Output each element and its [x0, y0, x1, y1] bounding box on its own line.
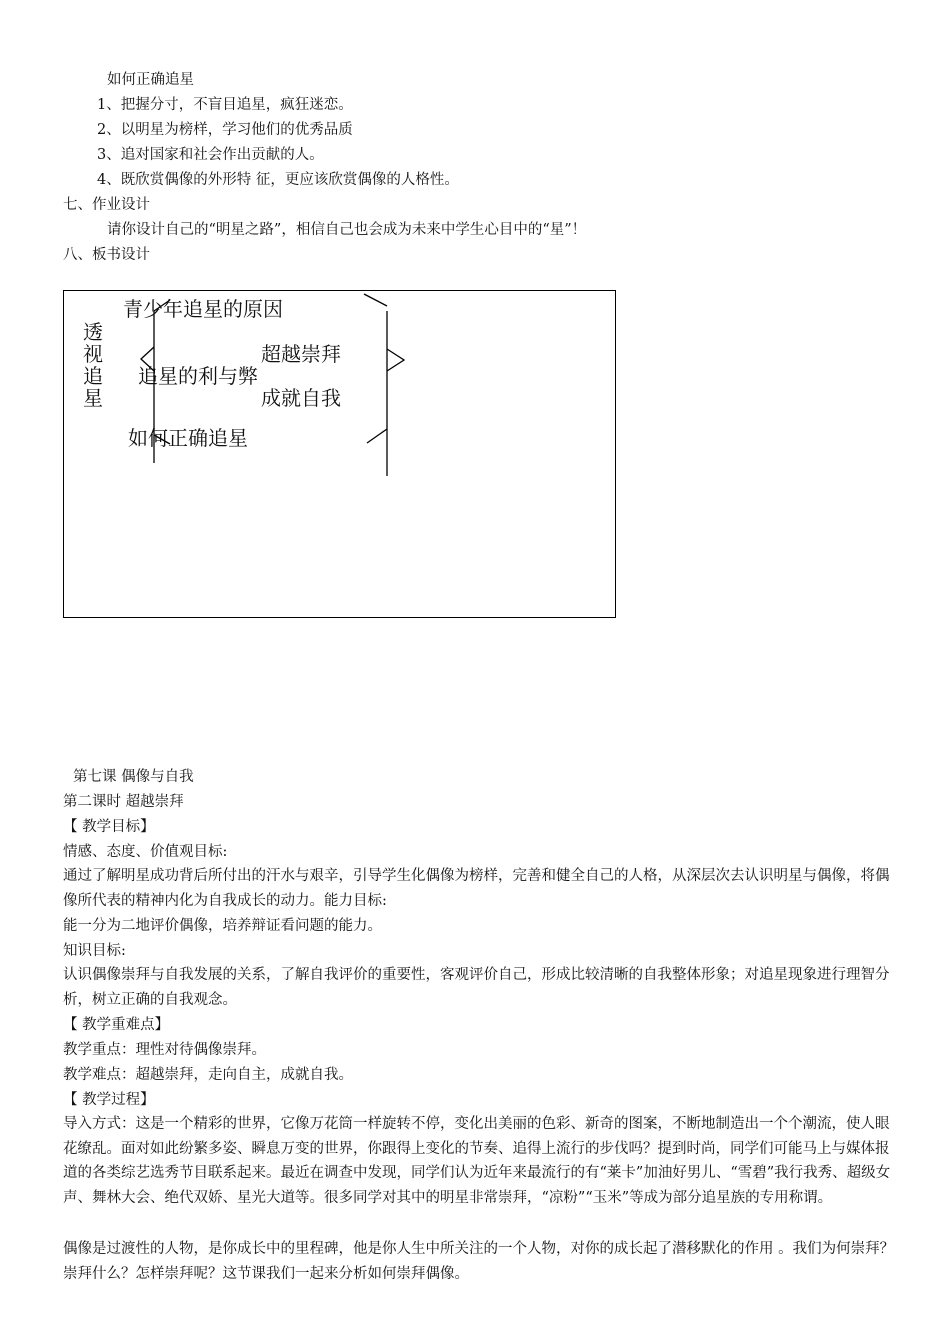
key-point-text: 教学重点：理性对待偶像崇拜。 — [63, 1042, 266, 1058]
list-item: 3、追对国家和社会作出贡献的人。 — [97, 147, 324, 163]
board-reasons: 青少年追星的原因 — [123, 297, 283, 321]
lesson-title: 第七课 偶像与自我 — [73, 769, 194, 785]
list-item: 1、把握分寸，不盲目追星，疯狂迷恋。 — [97, 97, 353, 113]
knowledge-goal-heading: 知识目标: — [63, 943, 126, 959]
board-brackets — [64, 291, 617, 619]
section-homework-heading: 七、作业设计 — [63, 197, 150, 213]
key-points-heading: 【 教学重难点】 — [63, 1017, 170, 1033]
emotion-goal-text: 通过了解明星成功背后所付出的汗水与艰辛，引导学生化偶像为榜样，完善和健全自己的人格，从深层次去认识明星与偶像，将偶像所代表的精神内化为自我成长的动力。能力目标: — [63, 868, 890, 909]
board-beyond-worship: 超越崇拜 — [261, 342, 341, 366]
homework-text: 请你设计自己的“明星之路”，相信自己也会成为未来中学生心目中的“星”！ — [107, 222, 587, 238]
lesson-period: 第二课时 超越崇拜 — [63, 794, 184, 810]
board-design-box — [63, 290, 616, 618]
section-board-heading: 八、板书设计 — [63, 247, 150, 263]
emotion-goal-heading: 情感、态度、价值观目标: — [63, 844, 228, 860]
list-item: 4、既欣赏偶像的外形特 征，更应该欣赏偶像的人格性。 — [97, 172, 459, 188]
board-side-title: 透视追星 — [83, 320, 103, 410]
board-how-to-follow: 如何正确追星 — [128, 426, 248, 450]
list-item: 2、以明星为榜样，学习他们的优秀品质 — [97, 122, 353, 138]
how-to-follow-heading: 如何正确追星 — [107, 72, 194, 88]
process-heading: 【 教学过程】 — [63, 1092, 155, 1108]
knowledge-goal-text: 认识偶像崇拜与自我发展的关系，了解自我评价的重要性，客观评价自己，形成比较清晰的自我整体形象；对追星现象进行理智分析，树立正确的自我观念。 — [63, 967, 890, 1008]
difficulty-text: 教学难点：超越崇拜，走向自主，成就自我。 — [63, 1067, 353, 1083]
ability-goal-text: 能一分为二地评价偶像，培养辩证看问题的能力。 — [63, 918, 382, 934]
goals-heading: 【 教学目标】 — [63, 819, 155, 835]
board-achieve-self: 成就自我 — [261, 386, 341, 410]
intro-text: 导入方式：这是一个精彩的世界，它像万花筒一样旋转不停，变化出美丽的色彩、新奇的图案，不断地制造出一个个潮流，使人眼花缭乱。面对如此纷繁多姿、瞬息万变的世界，你跟得上变化的节奏、追得上流行的步伐吗？提到时尚，同学们可能马上与媒体报道的各类综艺选秀节目联系起来。最近在调查中发现，同学们认为近年来最流行的有“莱卡”加油好男儿、“雪碧”我行我秀、超级女声、舞林大会、绝代双娇、星光大道等。很多同学对其中的明星非常崇拜，“凉粉”“玉米”等成为部分追星族的专用称谓。 — [63, 1116, 891, 1206]
closing-text: 偶像是过渡性的人物，是你成长中的里程碑，他是你人生中所关注的一个人物，对你的成长起了潜移默化的作用 。我们为何崇拜？崇拜什么？怎样崇拜呢？这节课我们一起来分析如何崇拜偶像。 — [63, 1241, 895, 1282]
board-pros-cons: 追星的利与弊 — [138, 364, 258, 388]
